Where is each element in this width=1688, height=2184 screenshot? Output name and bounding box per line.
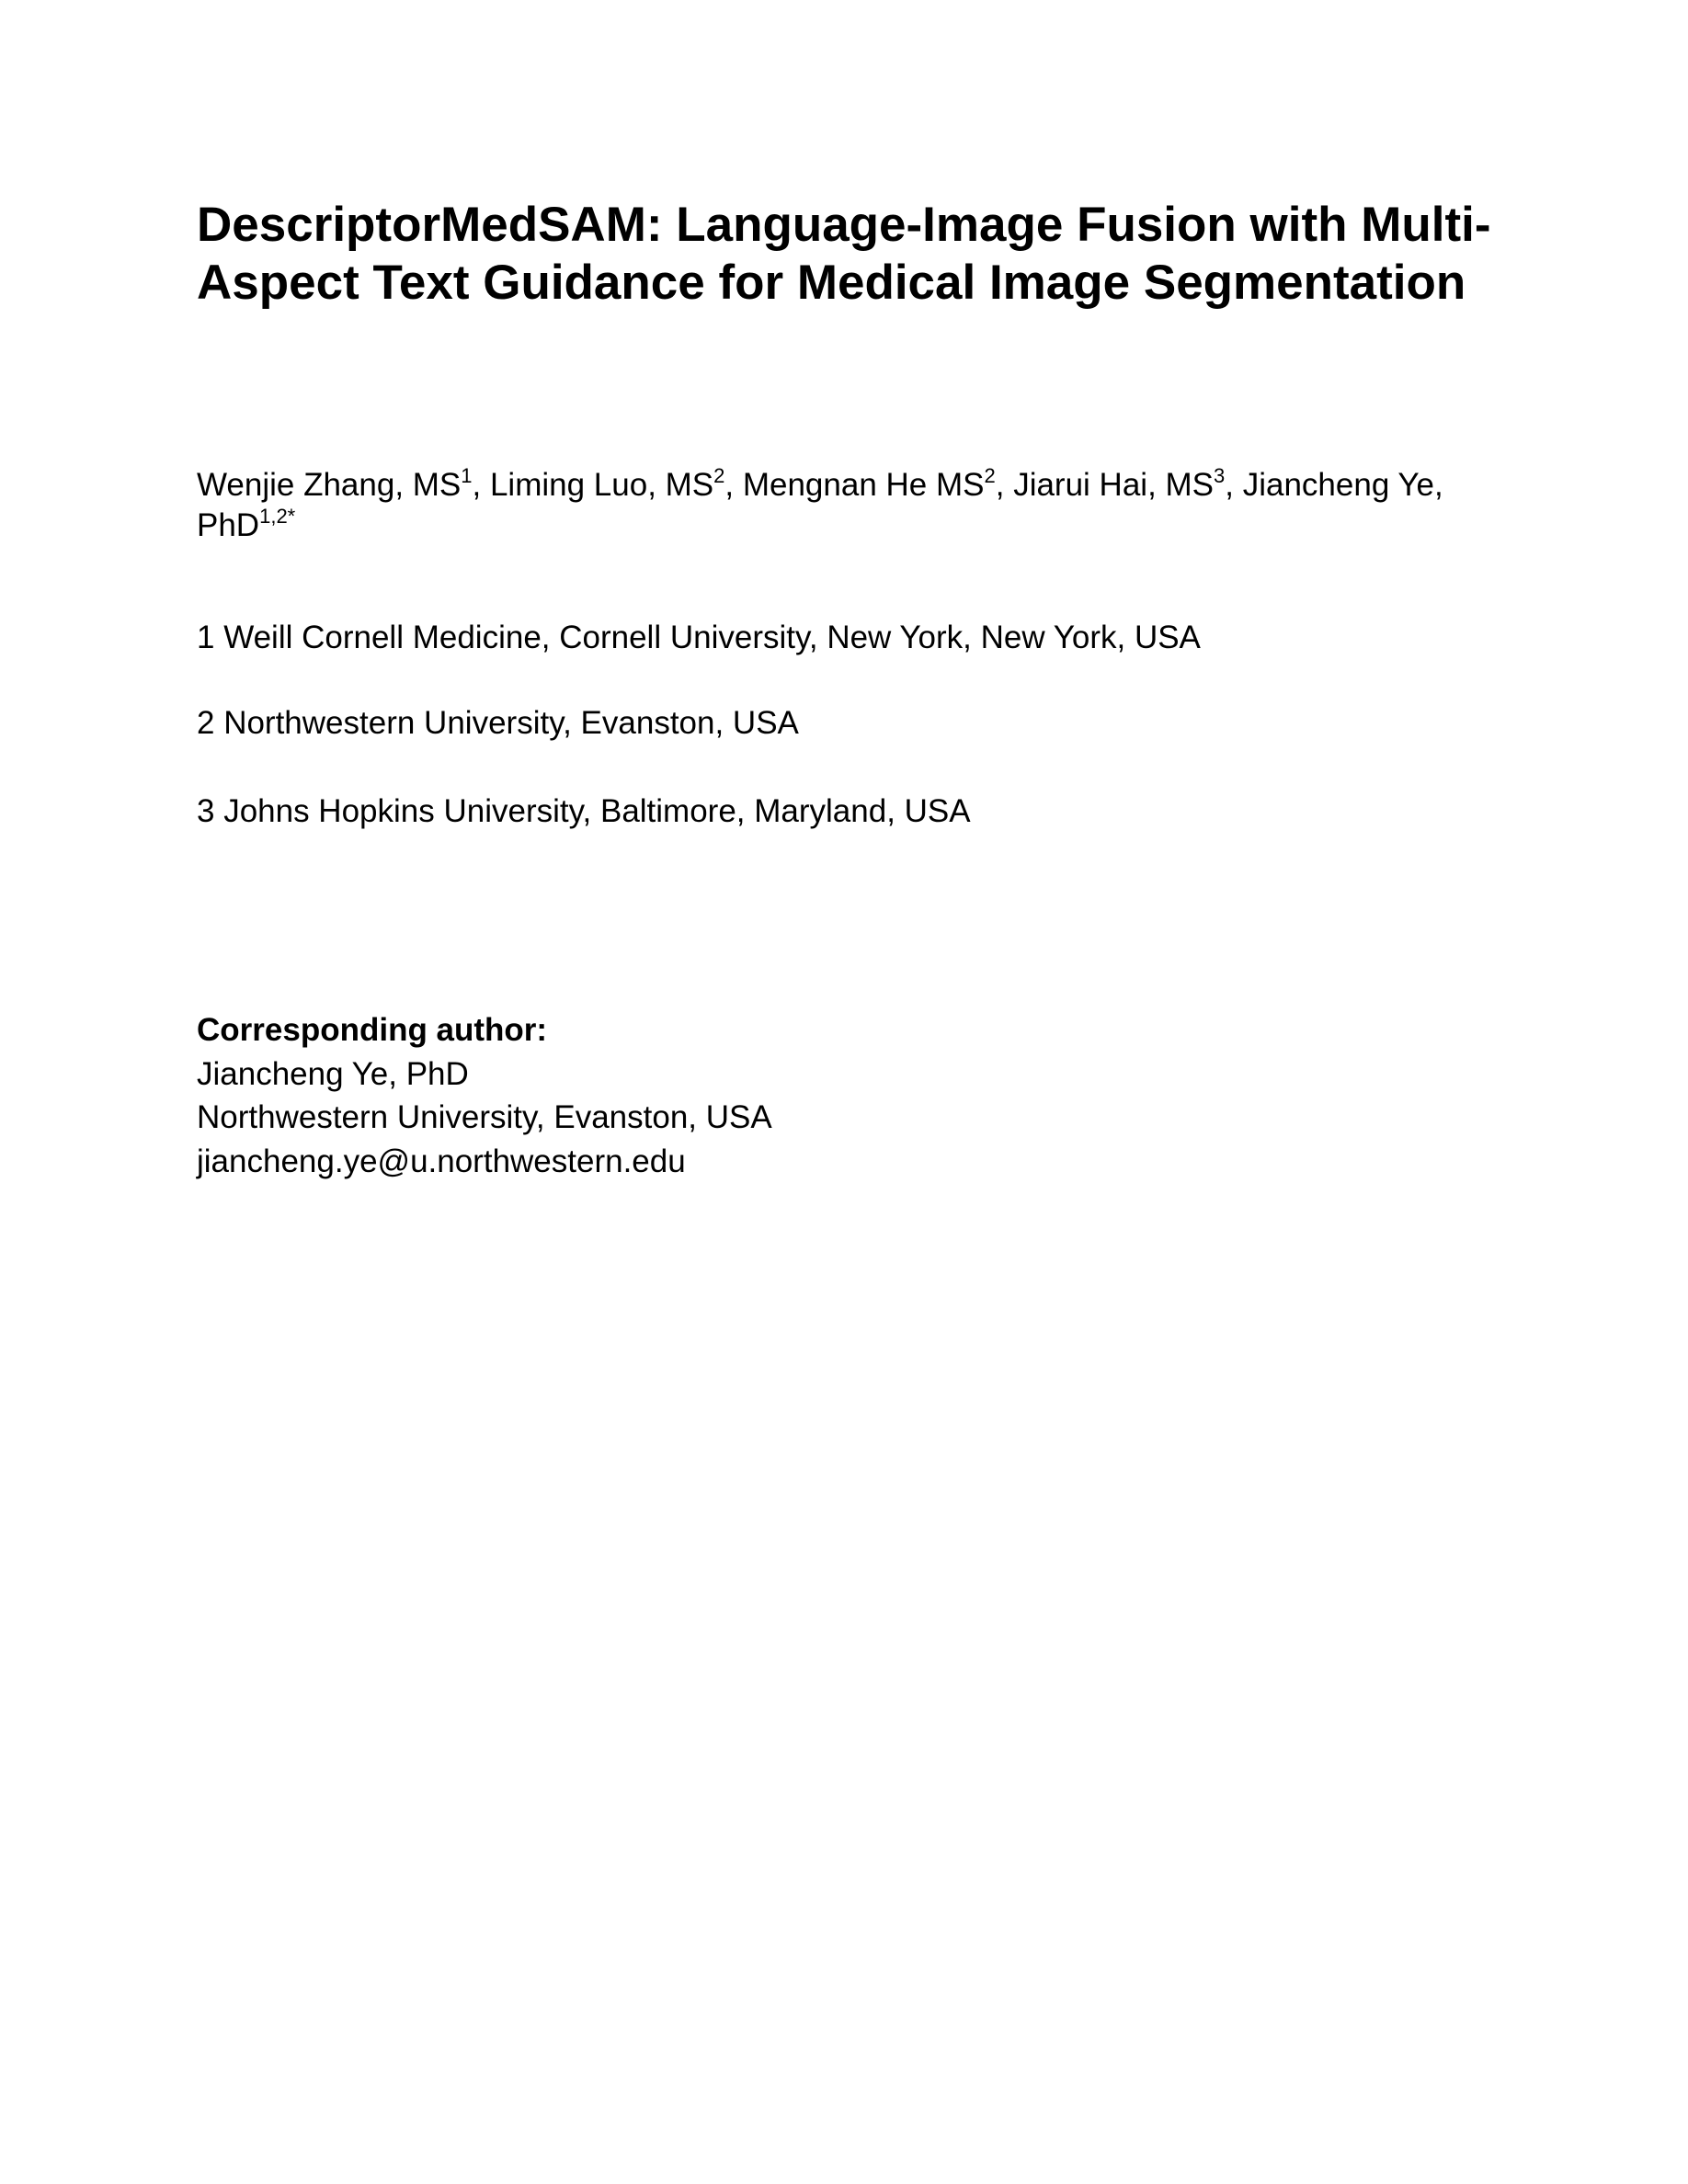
affiliation-3: 3 Johns Hopkins University, Baltimore, Maryland, USA [197, 793, 971, 829]
author-name: Wenjie Zhang, MS [197, 467, 462, 503]
author-separator: , [724, 467, 743, 503]
corresponding-author-block [197, 1008, 772, 1183]
author-list [197, 465, 1521, 546]
paper-title: DescriptorMedSAM: Language-Image Fusion with Multi-Aspect Text Guidance for Medical Image Segmentation [197, 198, 1491, 310]
author-affiliation-marker: 3 [1214, 464, 1226, 487]
author-name: Liming Luo, MS [489, 467, 714, 503]
author-affiliation-marker: 1 [461, 464, 473, 487]
corresponding-author-institution: Northwestern University, Evanston, USA [197, 1099, 772, 1135]
author-affiliation-marker: 2 [984, 464, 996, 487]
affiliation-1: 1 Weill Cornell Medicine, Cornell University, New York, New York, USA [197, 620, 1201, 655]
affiliation-2: 2 Northwestern University, Evanston, USA [197, 705, 799, 741]
author-name: Mengnan He MS [742, 467, 985, 503]
author-affiliation-marker: 1,2* [259, 505, 296, 528]
author-separator: , [472, 467, 490, 503]
corresponding-author-name: Jiancheng Ye, PhD [197, 1055, 469, 1092]
author-separator: , [1225, 467, 1243, 503]
author-separator: , [995, 467, 1014, 503]
corresponding-author-email: jiancheng.ye@u.northwestern.edu [197, 1143, 686, 1179]
author-name: Jiarui Hai, MS [1013, 467, 1215, 503]
corresponding-author-heading: Corresponding author: [197, 1012, 548, 1048]
author-name: Jiancheng Ye, PhD [197, 467, 1443, 543]
author-affiliation-marker: 2 [713, 464, 725, 487]
